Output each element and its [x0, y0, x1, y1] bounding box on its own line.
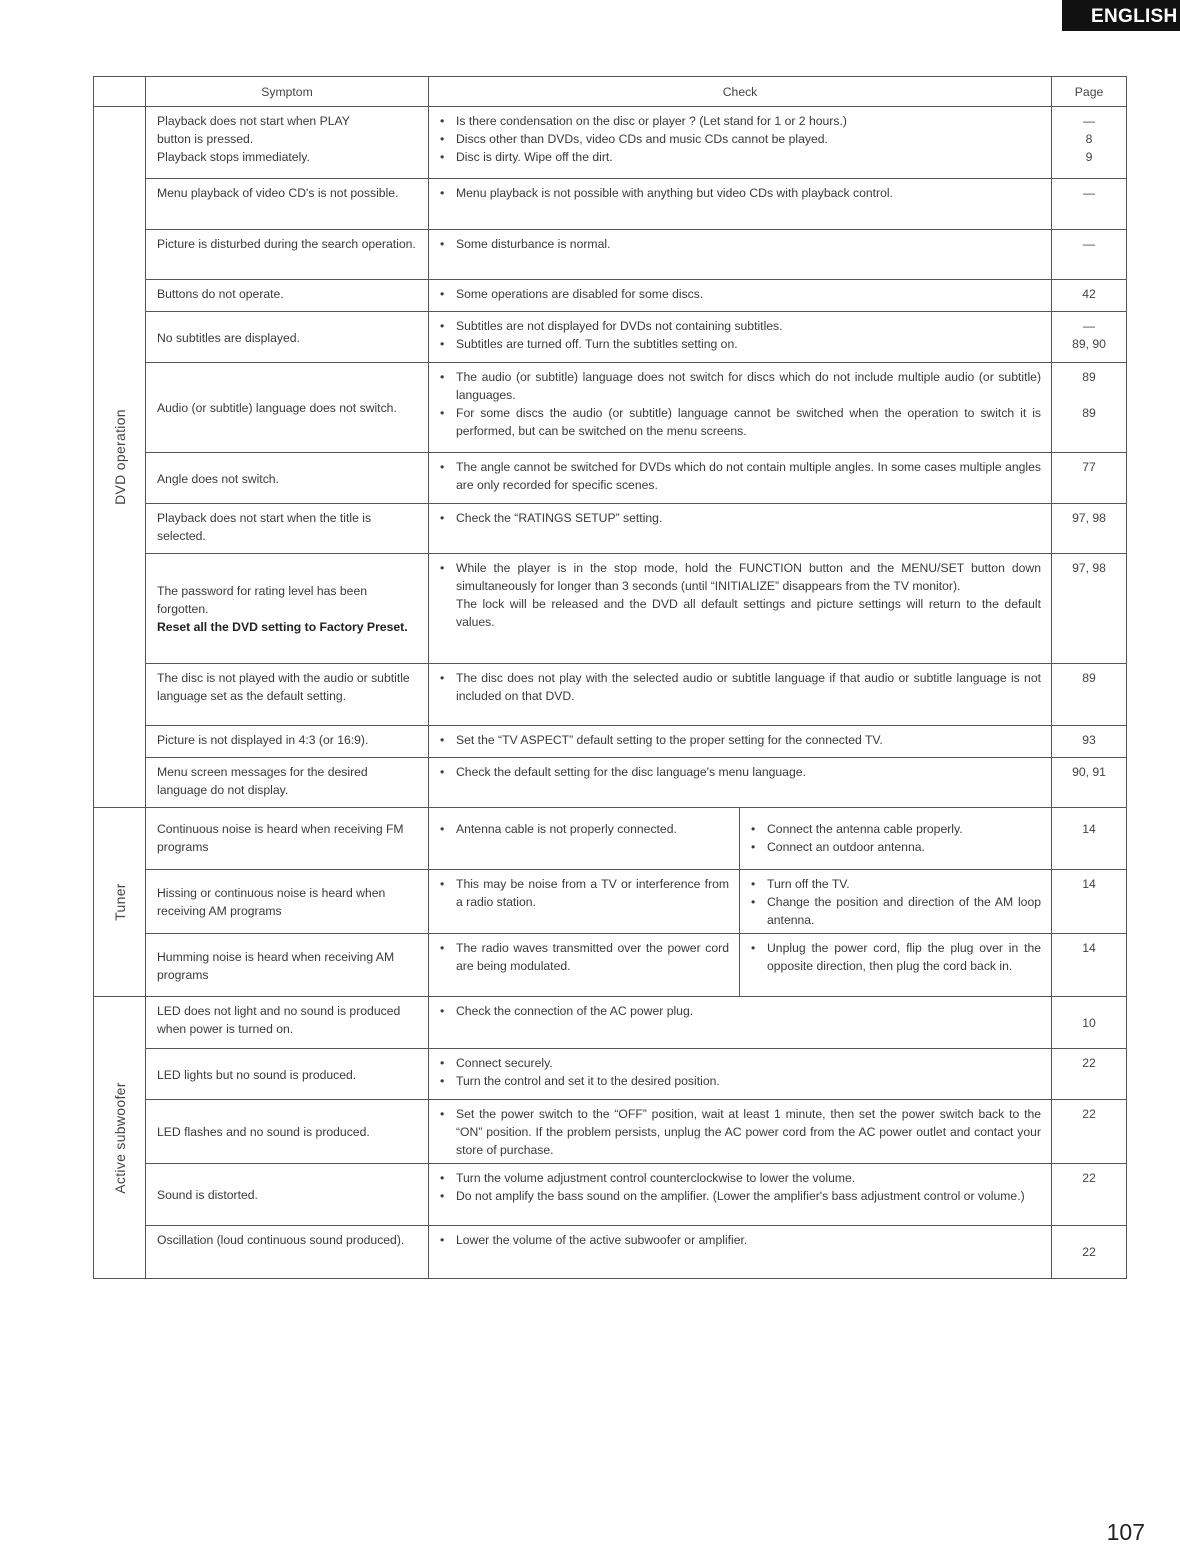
check-item: • Do not amplify the bass sound on the amplifier. (Lower the amplifier's bass adjustment control or volume.) — [438, 1187, 1041, 1205]
page-cell: — 8 9 — [1082, 114, 1096, 164]
page-cell: 93 — [1082, 733, 1096, 747]
page-cell: 97, 98 — [1072, 511, 1106, 525]
table-row — [94, 726, 1127, 758]
check-item: • Lower the volume of the active subwoofer or amplifier. — [438, 1231, 1041, 1249]
cause-cell — [429, 870, 739, 915]
cause-item: • This may be noise from a TV or interference from a radio station. — [438, 875, 729, 911]
check-cell — [429, 758, 1051, 785]
check-item: • The audio (or subtitle) language does not switch for discs which do not include multiple audio (or subtitle) languages. — [438, 368, 1041, 404]
table-row — [94, 997, 1127, 1049]
page-cell: 89 89 — [1082, 370, 1096, 420]
symptom-cell: Hissing or continuous noise is heard when receiving AM programs — [157, 886, 386, 918]
check-item: • For some discs the audio (or subtitle) language cannot be switched when the operation to switch it is performed, but can be switched on the menu screens. — [438, 404, 1041, 440]
table-row — [94, 230, 1127, 280]
page-cell: 14 — [1082, 941, 1096, 955]
check-item: • Set the power switch to the “OFF” position, wait at least 1 minute, then set the power switch back to the “ON” position. If the problem persists, unplug the AC power cord from the AC power outlet and contact your store of purchase. — [438, 1105, 1041, 1159]
symptom-header: Symptom — [146, 77, 429, 107]
symptom-cell: Playback does not start when PLAY button is pressed. Playback stops immediately. — [157, 114, 350, 164]
check-cell — [429, 554, 1051, 635]
page-cell: 22 — [1082, 1107, 1096, 1121]
check-cell — [429, 1226, 1051, 1253]
check-item: • Check the “RATINGS SETUP” setting. — [438, 509, 1041, 527]
check-item: • Subtitles are turned off. Turn the subtitles setting on. — [438, 335, 1041, 353]
check-item: • Turn the control and set it to the desired position. — [438, 1072, 1041, 1090]
cause-item: • Antenna cable is not properly connected. — [438, 820, 729, 838]
table-row — [94, 107, 1127, 179]
cause-item: • The radio waves transmitted over the power cord are being modulated. — [438, 939, 729, 975]
check-cell — [429, 363, 1051, 444]
category-active-subwoofer — [94, 997, 146, 1279]
remedy-item: • Connect an outdoor antenna. — [749, 838, 1041, 856]
check-item: • Discs other than DVDs, video CDs and music CDs cannot be played. — [438, 130, 1041, 148]
page-cell: 22 — [1082, 1056, 1096, 1070]
page-cell: 97, 98 — [1072, 561, 1106, 575]
check-item: • Turn the volume adjustment control counterclockwise to lower the volume. — [438, 1169, 1041, 1187]
table-row — [94, 504, 1127, 554]
check-cell — [429, 997, 1051, 1024]
category-label: Tuner — [111, 883, 128, 921]
check-cell — [429, 664, 1051, 709]
check-item: • Some operations are disabled for some discs. — [438, 285, 1041, 303]
symptom-cell: Playback does not start when the title is selected. — [157, 511, 372, 543]
troubleshooting-table — [93, 76, 1127, 1279]
page-cell: 90, 91 — [1072, 765, 1106, 779]
cause-cell — [429, 934, 739, 979]
table-row — [94, 453, 1127, 504]
check-cell — [429, 280, 1051, 307]
remedy-cell — [740, 808, 1051, 860]
page-header: Page — [1052, 77, 1127, 107]
check-item: • Disc is dirty. Wipe off the dirt. — [438, 148, 1041, 166]
check-item: • Some disturbance is normal. — [438, 235, 1041, 253]
page-number: 107 — [1106, 1519, 1145, 1545]
check-header: Check — [429, 77, 1052, 107]
remedy-item: • Change the position and direction of the AM loop antenna. — [749, 893, 1041, 929]
check-item-continuation: The lock will be released and the DVD all default settings and picture settings will return to the default values. — [456, 597, 1042, 629]
table-row — [94, 554, 1127, 664]
page-cell: 77 — [1082, 460, 1096, 474]
symptom-cell: Angle does not switch. — [157, 471, 279, 486]
check-item: • Subtitles are not displayed for DVDs not containing subtitles. — [438, 317, 1041, 335]
symptom-cell: Buttons do not operate. — [157, 287, 284, 301]
symptom-cell: The disc is not played with the audio or subtitle language set as the default setting. — [157, 671, 410, 703]
check-item: • Check the default setting for the disc language's menu language. — [438, 763, 1041, 781]
page-cell: — — [1082, 186, 1096, 200]
page-cell: 14 — [1082, 822, 1096, 836]
check-cell — [429, 230, 1051, 257]
page-cell: 14 — [1082, 877, 1096, 891]
table-row — [94, 808, 1127, 870]
table-row — [94, 280, 1127, 312]
symptom-cell: Menu screen messages for the desired language do not display. — [157, 765, 368, 797]
table-row — [94, 934, 1127, 997]
remedy-item: • Turn off the TV. — [749, 875, 1041, 893]
table-row — [94, 1226, 1127, 1279]
category-header — [94, 77, 146, 107]
table-row — [94, 312, 1127, 363]
page-cell: 22 — [1082, 1171, 1096, 1185]
table-row — [94, 179, 1127, 230]
check-cell — [429, 1049, 1051, 1094]
check-item: • Set the “TV ASPECT” default setting to the proper setting for the connected TV. — [438, 731, 1041, 749]
symptom-cell: LED flashes and no sound is produced. — [157, 1125, 370, 1139]
page-cell: — — [1082, 237, 1096, 251]
table-row — [94, 664, 1127, 726]
table-header-row — [94, 77, 1127, 107]
check-item: • Menu playback is not possible with anything but video CDs with playback control. — [438, 184, 1041, 202]
check-item: • Connect securely. — [438, 1054, 1041, 1072]
symptom-cell: Sound is distorted. — [157, 1188, 258, 1202]
symptom-cell: Oscillation (loud continuous sound produced). — [157, 1233, 405, 1247]
check-item: • The disc does not play with the selected audio or subtitle language if that audio or subtitle language is not included on that DVD. — [438, 669, 1041, 705]
remedy-cell — [740, 934, 1051, 979]
symptom-emphasis: Reset all the DVD setting to Factory Preset. — [157, 620, 408, 634]
cause-cell — [429, 808, 739, 842]
check-cell — [429, 312, 1051, 357]
check-cell — [429, 107, 1051, 170]
page-cell: 42 — [1082, 287, 1096, 301]
symptom-cell: LED does not light and no sound is produced when power is turned on. — [157, 1004, 401, 1036]
symptom-cell: Continuous noise is heard when receiving FM programs — [157, 822, 404, 854]
check-cell — [429, 504, 1051, 531]
symptom-cell: Humming noise is heard when receiving AM programs — [157, 949, 395, 982]
language-tab: ENGLISH — [1062, 0, 1180, 31]
symptom-cell: Menu playback of video CD's is not possible. — [157, 186, 399, 200]
table-row — [94, 870, 1127, 934]
category-label: DVD operation — [111, 409, 128, 505]
page-cell: — 89, 90 — [1072, 319, 1106, 351]
symptom-cell: Picture is not displayed in 4:3 (or 16:9). — [157, 733, 369, 747]
check-cell — [429, 726, 1051, 753]
check-item: • Check the connection of the AC power plug. — [438, 1002, 1041, 1020]
page-cell: 89 — [1082, 671, 1096, 685]
symptom-cell: No subtitles are displayed. — [157, 330, 300, 345]
check-cell — [429, 453, 1051, 498]
table-row — [94, 1100, 1127, 1164]
category-label: Active subwoofer — [111, 1081, 128, 1194]
page-cell: 22 — [1082, 1245, 1096, 1259]
check-cell — [429, 1164, 1051, 1209]
check-item: • The angle cannot be switched for DVDs which do not contain multiple angles. In some cases multiple angles are only recorded for specific scenes. — [438, 458, 1041, 494]
check-cell — [429, 179, 1051, 206]
table-row — [94, 1164, 1127, 1226]
category-tuner — [94, 808, 146, 997]
remedy-item: • Connect the antenna cable properly. — [749, 820, 1041, 838]
symptom-cell: Picture is disturbed during the search operation. — [157, 237, 416, 251]
symptom-cell: LED lights but no sound is produced. — [157, 1067, 357, 1082]
table-row — [94, 1049, 1127, 1100]
table-row — [94, 363, 1127, 453]
check-item: • Is there condensation on the disc or player ? (Let stand for 1 or 2 hours.) — [438, 112, 1041, 130]
symptom-cell: The password for rating level has been forgotten. Reset all the DVD setting to Factory Preset. — [157, 584, 408, 634]
remedy-cell — [740, 870, 1051, 933]
check-cell — [429, 1100, 1051, 1163]
symptom-cell: Audio (or subtitle) language does not switch. — [157, 401, 397, 415]
remedy-item: • Unplug the power cord, flip the plug over in the opposite direction, then plug the cord back in. — [749, 939, 1041, 975]
table-row — [94, 758, 1127, 808]
page-cell: 10 — [1082, 1015, 1096, 1030]
check-item: • While the player is in the stop mode, hold the FUNCTION button and the MENU/SET button down simultaneously for longer than 3 seconds (until “INITIALIZE” disappears from the TV monitor). — [438, 559, 1041, 595]
category-dvd-operation — [94, 107, 146, 808]
